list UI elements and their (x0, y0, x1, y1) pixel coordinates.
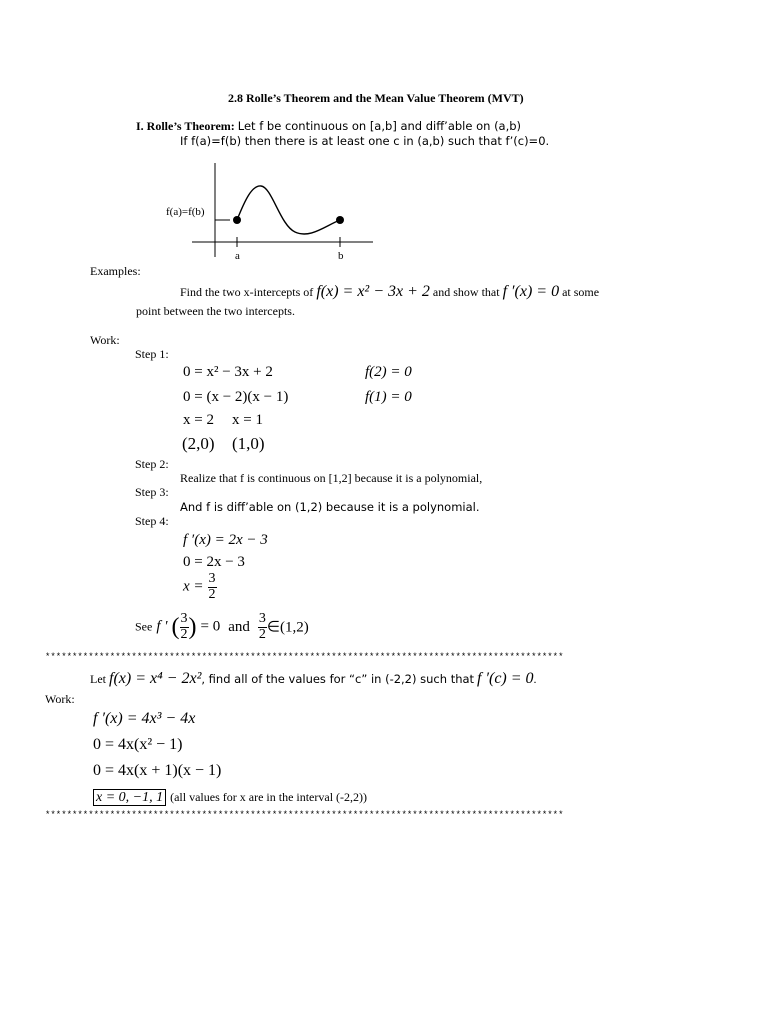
see-label: See (135, 619, 153, 634)
example1-intro-d: point between the two intercepts. (136, 304, 295, 318)
paren-open: ( (171, 614, 180, 641)
graph-ylabel: f(a)=f(b) (166, 206, 205, 218)
step1-label: Step 1: (135, 347, 169, 361)
curve (237, 186, 340, 234)
rolle-text2: If f(a)=f(b) then there is at least one c in (a,b) such that f’(c)=0. (180, 134, 550, 148)
example2-line3: 0 = 4x(x + 1)(x − 1) (93, 762, 222, 779)
rolle-statement-line1 (136, 119, 521, 134)
example2-period: . (533, 672, 537, 686)
example1-fx: f(x) = x² − 3x + 2 (316, 283, 430, 300)
example2-answer-line (93, 788, 367, 806)
rolle-heading: I. Rolle’s Theorem: (136, 119, 235, 133)
step1-x2: x = 2 (183, 412, 214, 428)
example1-intro-a: Find the two x-intercepts of (180, 285, 314, 299)
example2-fx: f(x) = x⁴ − 2x² (109, 670, 202, 687)
step1-f2: f(2) = 0 (365, 364, 412, 380)
step4-line1: f ′(x) = 2x − 3 (183, 532, 268, 548)
separator-top: ************************************************************************************************ (45, 652, 564, 662)
step3-text: And f is diff’able on (1,2) because it is a polynomial. (180, 500, 480, 514)
see-in: ∈(1,2) (266, 619, 309, 636)
separator-bottom: ************************************************************************************************ (45, 810, 564, 820)
step4-fraction (208, 572, 217, 602)
step3-label: Step 3: (135, 485, 169, 499)
step2-text: Realize that f is continuous on [1,2] because it is a polynomial, (180, 471, 483, 485)
page-title: 2.8 Rolle’s Theorem and the Mean Value Theorem (MVT) (228, 91, 524, 105)
rolle-text1: Let f be continuous on [a,b] and diff’able on (a,b) (237, 119, 522, 133)
see-fraction2 (258, 612, 267, 642)
example1-fprime: f ′(x) = 0 (502, 283, 560, 300)
see-f: f ′ (156, 618, 168, 635)
example1-intro (180, 283, 599, 301)
example2-let: Let (90, 672, 106, 686)
paren-close: ) (188, 614, 197, 641)
see2-denominator: 2 (258, 626, 266, 642)
step4-x-eq: x = (183, 578, 204, 595)
example2-answer-box: x = 0, −1, 1 (93, 789, 166, 806)
step4-denominator: 2 (208, 586, 216, 602)
point-a (233, 216, 241, 224)
example2-find: , find all of the values for “c” in (-2,2) such that (201, 672, 475, 686)
step4-line3 (183, 572, 217, 602)
graph-label-a: a (235, 250, 240, 262)
graph-label-b: b (338, 250, 344, 262)
step2-label: Step 2: (135, 457, 169, 471)
example2-line2: 0 = 4x(x² − 1) (93, 736, 183, 753)
examples-label: Examples: (90, 264, 141, 278)
work-label: Work: (90, 333, 120, 347)
step1-f1: f(1) = 0 (365, 389, 412, 405)
example1-intro-b: and show that (432, 285, 500, 299)
step1-point-2-0: (2,0) (182, 434, 215, 453)
see-denominator: 2 (180, 626, 188, 642)
example1-intro-c: at some (562, 285, 600, 299)
see2-numerator: 3 (258, 611, 266, 626)
step1-x1: x = 1 (232, 412, 263, 428)
see-numerator: 3 (180, 611, 188, 626)
step4-numerator: 3 (208, 571, 216, 586)
example2-fc: f ′(c) = 0 (477, 670, 534, 687)
step4-line2: 0 = 2x − 3 (183, 554, 245, 570)
see-eq: = 0 (200, 618, 221, 635)
example2-note: (all values for x are in the interval (-2,2)) (170, 790, 368, 804)
see-and: and (228, 618, 250, 635)
point-b (336, 216, 344, 224)
step4-label: Step 4: (135, 514, 169, 528)
example2-intro (90, 670, 537, 688)
example2-line1: f ′(x) = 4x³ − 4x (93, 710, 196, 727)
step1-line1: 0 = x² − 3x + 2 (183, 364, 273, 380)
example2-work-label: Work: (45, 692, 75, 706)
step1-line2: 0 = (x − 2)(x − 1) (183, 389, 289, 405)
step4-conclusion (135, 612, 309, 642)
step1-point-1-0: (1,0) (232, 434, 265, 453)
see-fraction (180, 612, 189, 642)
